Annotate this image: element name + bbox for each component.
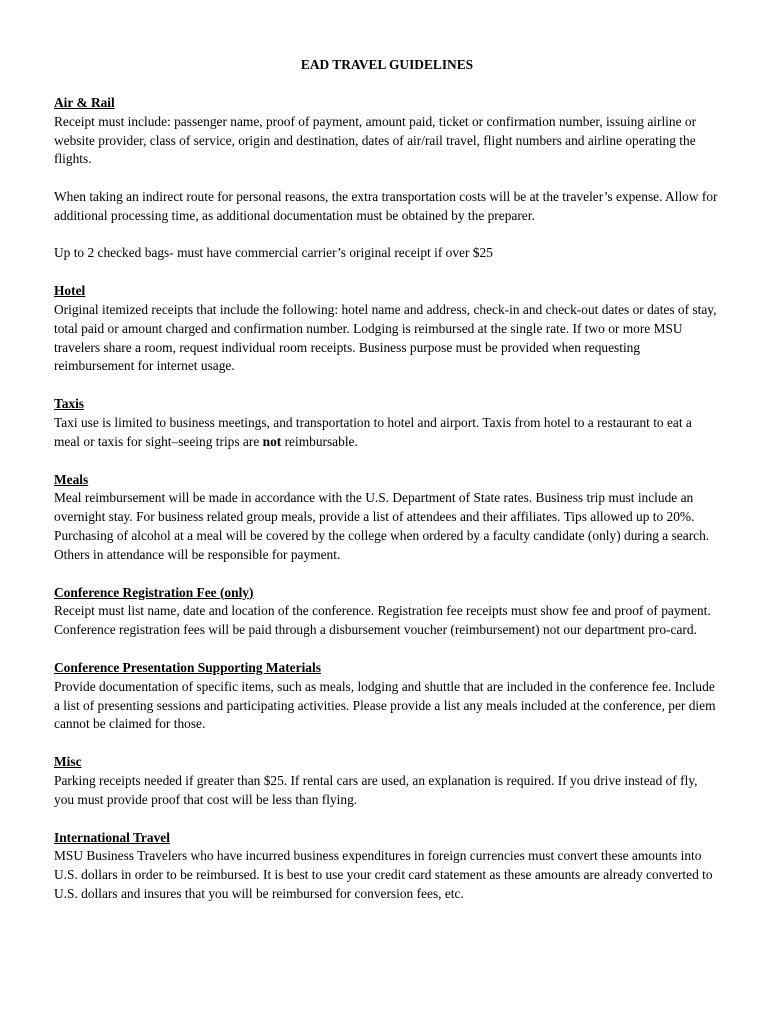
section-meals xyxy=(54,471,720,565)
taxis-paragraph-end: reimbursable. xyxy=(281,433,358,449)
section-heading-meals: Meals xyxy=(54,471,89,487)
section-air-rail xyxy=(54,94,720,263)
misc-paragraph: Parking receipts needed if greater than $25. If rental cars are used, an explanation is required. If you drive instead of fly, you must provide proof that cost will be less than flying. xyxy=(54,772,698,807)
section-heading-conference-presentation: Conference Presentation Supporting Materials xyxy=(54,659,321,675)
section-heading-air-rail: Air & Rail xyxy=(54,95,115,110)
section-heading-taxis: Taxis xyxy=(54,396,85,412)
section-heading-conference-registration: Conference Registration Fee (only) xyxy=(54,584,254,600)
section-hotel xyxy=(54,282,720,376)
hotel-paragraph: Original itemized receipts that include the following: hotel name and address, check-in and check-out dates or dates of stay, total paid or amount charged and confirmation number. Lodging is reimbursed at the single rate. If two or more MSU travelers share a room, request individual room receipts. Business purpose must be provided when requesting reimbursement for internet usage. xyxy=(54,301,717,374)
section-conference-registration xyxy=(54,584,720,640)
section-taxis xyxy=(54,395,720,451)
section-heading-misc: Misc xyxy=(54,754,82,770)
section-misc xyxy=(54,753,720,809)
taxis-paragraph-emphasis: not xyxy=(262,433,282,449)
conference-registration-paragraph: Receipt must list name, date and location of the conference. Registration fee receipts must show fee and proof of payment. Conference registration fees will be paid through a disbursement voucher (reimbursement) not our department pro-card. xyxy=(54,603,711,638)
section-international-travel xyxy=(54,829,720,904)
page-title: EAD TRAVEL GUIDELINES xyxy=(300,57,474,72)
taxis-paragraph xyxy=(54,414,720,452)
section-conference-presentation xyxy=(54,659,720,734)
international-travel-paragraph: MSU Business Travelers who have incurred business expenditures in foreign currencies must convert these amounts into U.S. dollars in order to be reimbursed. It is best to use your credit card statement as these amounts are already converted to U.S. dollars and insures that you will be reimbursed for conversion fees, etc. xyxy=(54,848,713,901)
air-rail-receipt-paragraph: Receipt must include: passenger name, proof of payment, amount paid, ticket or confirmation number, issuing airline or website provider, class of service, origin and destination, dates of air/rail travel, flight numbers and airline operating the flights. xyxy=(54,113,697,167)
section-heading-international-travel: International Travel xyxy=(54,829,170,845)
air-rail-checked-bags-paragraph: Up to 2 checked bags- must have commercial carrier’s original receipt if over $25 xyxy=(54,245,493,261)
air-rail-indirect-route-paragraph: When taking an indirect route for personal reasons, the extra transportation costs will be at the traveler’s expense. Allow for additional processing time, as additional documentation must be obtained by the preparer. xyxy=(54,188,718,223)
section-heading-hotel: Hotel xyxy=(54,283,86,299)
meals-paragraph: Meal reimbursement will be made in accordance with the U.S. Department of State rates. Business trip must include an overnight stay. For business related group meals, provide a list of attendees and their affiliates. Tips allowed up to 20%. Purchasing of alcohol at a meal will be covered by the college when ordered by a faculty candidate (only) during a search. Others in attendance will be responsible for payment. xyxy=(54,490,710,562)
conference-presentation-paragraph: Provide documentation of specific items, such as meals, lodging and shuttle that are included in the conference fee. Include a list of presenting sessions and participating activities. Please provide a list any meals included at the conference, per diem cannot be claimed for those. xyxy=(54,678,716,732)
taxis-paragraph-start: Taxi use is limited to business meetings, and transportation to hotel and airport. Taxis from hotel to a restaurant to eat a meal or taxis for sight–seeing trips are xyxy=(54,414,692,449)
